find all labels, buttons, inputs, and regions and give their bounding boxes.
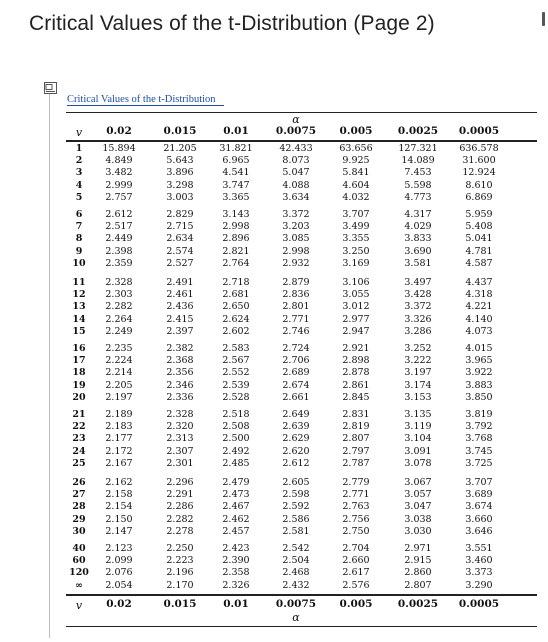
table-cell: 2.787	[342, 457, 370, 469]
df-header: v	[75, 126, 83, 139]
table-cell: 2.819	[342, 421, 370, 433]
table-cell: 9.925	[342, 155, 370, 167]
table-cell: 2.223	[166, 555, 194, 567]
column-footer: 0.005	[339, 598, 373, 610]
df-value: 9	[75, 245, 83, 257]
column-header: 0.0005	[458, 125, 500, 137]
table-cell: 42.433	[279, 143, 313, 154]
df-value: 24	[72, 445, 86, 457]
table-cell: 2.574	[166, 245, 194, 257]
table-cell: 2.527	[166, 257, 194, 269]
table-cell: 2.307	[166, 445, 194, 457]
df-value: 8	[75, 233, 83, 245]
table-cell: 3.078	[404, 457, 432, 469]
table-cell: 3.634	[282, 191, 310, 203]
df-value: 6	[75, 209, 83, 220]
table-cell: 2.461	[166, 289, 194, 301]
table-cell: 2.612	[282, 457, 310, 469]
table-cell: 3.085	[282, 233, 310, 245]
table-cell: 2.336	[166, 391, 194, 403]
table-cell: 4.029	[404, 221, 432, 233]
table-cell: 3.725	[465, 457, 493, 469]
table-cell: 2.368	[166, 355, 194, 367]
table-cell: 4.317	[404, 209, 432, 220]
table-cell: 2.674	[282, 379, 310, 391]
table-cell: 2.807	[404, 579, 432, 591]
column-header: 0.005	[339, 125, 373, 137]
df-value: 2	[75, 155, 83, 167]
table-cell: 2.921	[342, 343, 370, 354]
table-cell: 2.320	[166, 421, 194, 433]
table-cell: 2.718	[222, 277, 250, 288]
table-cell: 2.517	[105, 221, 133, 233]
table-cell: 5.041	[465, 233, 493, 245]
table-cell: 2.398	[105, 245, 133, 257]
df-value: 4	[75, 179, 83, 191]
table-cell: 6.965	[222, 155, 250, 167]
table-cell: 2.432	[282, 579, 310, 591]
table-cell: 2.167	[105, 457, 133, 469]
table-cell: 4.318	[465, 289, 493, 301]
df-value: 3	[75, 167, 83, 179]
table-caption[interactable]: Critical Values of the t-Distribution	[67, 94, 224, 106]
table-cell: 2.197	[105, 391, 133, 403]
table-cell: 3.143	[222, 209, 250, 220]
table-cell: 2.779	[342, 477, 370, 488]
table-cell: 636.578	[459, 143, 499, 154]
column-footer: 0.0005	[458, 598, 500, 610]
page-title: Critical Values of the t-Distribution (Page 2)	[29, 12, 435, 35]
table-cell: 21.205	[163, 143, 197, 154]
table-cell: 3.047	[404, 501, 432, 513]
column-header: 0.0025	[397, 125, 439, 137]
table-cell: 4.015	[465, 343, 493, 354]
column-header: 0.0075	[275, 125, 317, 137]
table-cell: 2.634	[166, 233, 194, 245]
table-cell: 2.797	[342, 445, 370, 457]
df-footer: v	[75, 599, 83, 612]
table-cell: 31.821	[219, 143, 253, 154]
table-cell: 2.099	[105, 555, 133, 567]
table-cell: 2.896	[222, 233, 250, 245]
table-cell: 3.298	[166, 179, 194, 191]
table-cell: 2.249	[105, 325, 133, 337]
table-cell: 2.878	[342, 367, 370, 379]
table-cell: 2.821	[222, 245, 250, 257]
table-cell: 2.552	[222, 367, 250, 379]
table-cell: 5.408	[465, 221, 493, 233]
table-cell: 3.482	[105, 167, 133, 179]
table-cell: 4.073	[465, 325, 493, 337]
table-cell: 3.365	[222, 191, 250, 203]
table-cell: 2.932	[282, 257, 310, 269]
table-cell: 2.612	[105, 209, 133, 220]
alpha-label: α	[292, 113, 300, 126]
df-value: 1	[75, 143, 83, 154]
df-value: 12	[72, 289, 86, 301]
column-footer: 0.015	[163, 598, 197, 610]
table-cell: 3.883	[465, 379, 493, 391]
table-rule	[66, 112, 537, 113]
table-cell: 2.500	[222, 433, 250, 445]
table-cell: 4.781	[465, 245, 493, 257]
df-value: 60	[72, 555, 86, 567]
table-cell: 2.205	[105, 379, 133, 391]
table-cell: 2.356	[166, 367, 194, 379]
table-cell: 3.833	[404, 233, 432, 245]
table-cell: 2.479	[222, 477, 250, 488]
df-value: 26	[72, 477, 86, 488]
table-cell: 2.757	[105, 191, 133, 203]
column-header: 0.01	[223, 125, 249, 137]
table-cell: 3.030	[404, 525, 432, 537]
table-cell: 2.998	[222, 221, 250, 233]
table-cell: 3.252	[404, 343, 432, 354]
df-value: 20	[72, 391, 86, 403]
df-value: 21	[72, 409, 86, 420]
table-cell: 2.724	[282, 343, 310, 354]
table-cell: 2.829	[166, 209, 194, 220]
table-cell: 2.076	[105, 567, 133, 579]
table-cell: 2.150	[105, 513, 133, 525]
table-cell: 3.038	[404, 513, 432, 525]
table-cell: 2.617	[342, 567, 370, 579]
scroll-indicator[interactable]	[542, 12, 545, 26]
df-value: 23	[72, 433, 86, 445]
table-cell: 3.174	[404, 379, 432, 391]
table-cell: 4.604	[342, 179, 370, 191]
table-cell: 2.539	[222, 379, 250, 391]
table-cell: 3.106	[342, 277, 370, 288]
table-cell: 63.656	[339, 143, 373, 154]
table-cell: 3.119	[404, 421, 432, 433]
table-cell: 2.382	[166, 343, 194, 354]
column-header: 0.02	[106, 125, 132, 137]
table-cell: 2.592	[282, 501, 310, 513]
table-cell: 3.499	[342, 221, 370, 233]
table-cell: 2.468	[282, 567, 310, 579]
table-cell: 3.250	[342, 245, 370, 257]
table-cell: 2.576	[342, 579, 370, 591]
table-cell: 3.707	[465, 477, 493, 488]
df-value: 10	[72, 257, 86, 269]
table-cell: 2.291	[166, 489, 194, 501]
table-rule	[66, 140, 537, 142]
table-cell: 2.346	[166, 379, 194, 391]
table-cell: 5.598	[404, 179, 432, 191]
table-cell: 2.629	[282, 433, 310, 445]
df-value: 22	[72, 421, 86, 433]
table-cell: 2.971	[404, 543, 432, 554]
table-cell: 14.089	[401, 155, 435, 167]
t-distribution-table	[66, 0, 537, 642]
table-cell: 3.326	[404, 313, 432, 325]
table-cell: 3.286	[404, 325, 432, 337]
table-cell: 2.681	[222, 289, 250, 301]
table-cell: 2.397	[166, 325, 194, 337]
table-cell: 2.807	[342, 433, 370, 445]
table-cell: 8.610	[465, 179, 493, 191]
table-cell: 3.055	[342, 289, 370, 301]
table-cell: 3.690	[404, 245, 432, 257]
table-cell: 2.235	[105, 343, 133, 354]
table-cell: 2.528	[222, 391, 250, 403]
table-cell: 3.355	[342, 233, 370, 245]
table-cell: 2.278	[166, 525, 194, 537]
table-cell: 2.282	[105, 301, 133, 313]
df-value: 120	[69, 567, 89, 579]
table-cell: 3.003	[166, 191, 194, 203]
table-cell: 3.674	[465, 501, 493, 513]
table-cell: 3.012	[342, 301, 370, 313]
table-rule	[66, 626, 537, 627]
table-cell: 3.768	[465, 433, 493, 445]
table-cell: 3.153	[404, 391, 432, 403]
table-cell: 2.689	[282, 367, 310, 379]
table-cell: 3.057	[404, 489, 432, 501]
table-cell: 2.771	[282, 313, 310, 325]
table-cell: 31.600	[462, 155, 496, 167]
document-icon	[44, 82, 57, 94]
table-cell: 2.282	[166, 513, 194, 525]
table-cell: 3.707	[342, 209, 370, 220]
table-cell: 2.264	[105, 313, 133, 325]
table-cell: 2.508	[222, 421, 250, 433]
df-value: 16	[72, 343, 86, 354]
table-cell: 3.104	[404, 433, 432, 445]
df-value: 27	[72, 489, 86, 501]
table-cell: 2.170	[166, 579, 194, 591]
table-cell: 2.660	[342, 555, 370, 567]
df-value: 40	[72, 543, 86, 554]
table-cell: 2.147	[105, 525, 133, 537]
df-value: 30	[72, 525, 86, 537]
table-cell: 4.088	[282, 179, 310, 191]
table-cell: 2.358	[222, 567, 250, 579]
table-cell: 4.849	[105, 155, 133, 167]
table-cell: 3.135	[404, 409, 432, 420]
table-cell: 3.660	[465, 513, 493, 525]
table-cell: 2.581	[282, 525, 310, 537]
table-cell: 3.551	[465, 543, 493, 554]
table-cell: 3.372	[282, 209, 310, 220]
table-cell: 5.841	[342, 167, 370, 179]
table-cell: 2.704	[342, 543, 370, 554]
table-cell: 2.879	[282, 277, 310, 288]
table-cell: 2.845	[342, 391, 370, 403]
df-value: 29	[72, 513, 86, 525]
table-cell: 4.140	[465, 313, 493, 325]
table-cell: 2.715	[166, 221, 194, 233]
table-cell: 2.189	[105, 409, 133, 420]
table-cell: 2.624	[222, 313, 250, 325]
table-cell: 2.196	[166, 567, 194, 579]
table-cell: 8.073	[282, 155, 310, 167]
table-cell: 2.359	[105, 257, 133, 269]
table-cell: 7.453	[404, 167, 432, 179]
table-cell: 2.485	[222, 457, 250, 469]
df-value: 7	[75, 221, 83, 233]
table-cell: 2.457	[222, 525, 250, 537]
table-cell: 3.372	[404, 301, 432, 313]
table-cell: 5.047	[282, 167, 310, 179]
table-cell: 4.221	[465, 301, 493, 313]
table-cell: 12.924	[462, 167, 496, 179]
table-cell: 3.169	[342, 257, 370, 269]
table-cell: 5.959	[465, 209, 493, 220]
table-cell: 4.541	[222, 167, 250, 179]
table-cell: 2.861	[342, 379, 370, 391]
table-cell: 3.747	[222, 179, 250, 191]
table-cell: 2.567	[222, 355, 250, 367]
table-cell: 2.303	[105, 289, 133, 301]
table-cell: 2.750	[342, 525, 370, 537]
table-cell: 3.203	[282, 221, 310, 233]
table-cell: 4.587	[465, 257, 493, 269]
table-cell: 2.214	[105, 367, 133, 379]
table-cell: 2.518	[222, 409, 250, 420]
table-cell: 2.831	[342, 409, 370, 420]
table-cell: 2.860	[404, 567, 432, 579]
table-cell: 2.583	[222, 343, 250, 354]
table-cell: 15.894	[102, 143, 136, 154]
table-cell: 2.620	[282, 445, 310, 457]
table-cell: 4.032	[342, 191, 370, 203]
table-cell: 3.819	[465, 409, 493, 420]
table-cell: 2.286	[166, 501, 194, 513]
table-cell: 3.896	[166, 167, 194, 179]
table-cell: 3.646	[465, 525, 493, 537]
table-cell: 4.773	[404, 191, 432, 203]
table-cell: 2.639	[282, 421, 310, 433]
df-value: 11	[72, 277, 86, 288]
table-cell: 2.462	[222, 513, 250, 525]
table-cell: 2.162	[105, 477, 133, 488]
table-cell: 3.850	[465, 391, 493, 403]
table-cell: 2.947	[342, 325, 370, 337]
table-cell: 2.998	[282, 245, 310, 257]
table-cell: 2.763	[342, 501, 370, 513]
table-cell: 2.177	[105, 433, 133, 445]
table-cell: 2.756	[342, 513, 370, 525]
table-cell: 127.321	[398, 143, 438, 154]
table-cell: 2.492	[222, 445, 250, 457]
table-cell: 2.473	[222, 489, 250, 501]
column-header: 0.015	[163, 125, 197, 137]
table-cell: 2.183	[105, 421, 133, 433]
table-cell: 3.922	[465, 367, 493, 379]
table-cell: 3.965	[465, 355, 493, 367]
table-cell: 2.301	[166, 457, 194, 469]
df-value: 17	[72, 355, 86, 367]
table-cell: 2.172	[105, 445, 133, 457]
df-value: 18	[72, 367, 86, 379]
table-cell: 3.067	[404, 477, 432, 488]
df-value: 15	[72, 325, 86, 337]
table-cell: 3.792	[465, 421, 493, 433]
alpha-label-bottom: α	[292, 611, 300, 624]
table-cell: 2.504	[282, 555, 310, 567]
df-value: 14	[72, 313, 86, 325]
table-cell: 3.373	[465, 567, 493, 579]
table-cell: 3.222	[404, 355, 432, 367]
df-value: 25	[72, 457, 86, 469]
table-cell: 2.313	[166, 433, 194, 445]
table-cell: 2.296	[166, 477, 194, 488]
column-footer: 0.0075	[275, 598, 317, 610]
column-footer: 0.02	[106, 598, 132, 610]
df-value: 5	[75, 191, 83, 203]
table-cell: 2.836	[282, 289, 310, 301]
table-cell: 2.154	[105, 501, 133, 513]
df-value: 19	[72, 379, 86, 391]
table-cell: 2.467	[222, 501, 250, 513]
table-cell: 2.158	[105, 489, 133, 501]
table-cell: 2.598	[282, 489, 310, 501]
table-cell: 6.869	[465, 191, 493, 203]
table-cell: 3.497	[404, 277, 432, 288]
table-cell: 2.542	[282, 543, 310, 554]
table-cell: 2.898	[342, 355, 370, 367]
table-cell: 2.328	[166, 409, 194, 420]
table-cell: 2.746	[282, 325, 310, 337]
table-cell: 2.054	[105, 579, 133, 591]
column-footer: 0.01	[223, 598, 249, 610]
table-cell: 2.602	[222, 325, 250, 337]
table-cell: 3.581	[404, 257, 432, 269]
df-value: 28	[72, 501, 86, 513]
table-cell: 2.449	[105, 233, 133, 245]
table-cell: 3.091	[404, 445, 432, 457]
table-cell: 2.650	[222, 301, 250, 313]
table-cell: 2.661	[282, 391, 310, 403]
table-cell: 2.491	[166, 277, 194, 288]
table-cell: 2.649	[282, 409, 310, 420]
table-cell: 3.290	[465, 579, 493, 591]
table-cell: 2.415	[166, 313, 194, 325]
table-cell: 3.197	[404, 367, 432, 379]
table-cell: 3.460	[465, 555, 493, 567]
table-cell: 2.999	[105, 179, 133, 191]
table-cell: 2.915	[404, 555, 432, 567]
table-cell: 2.328	[105, 277, 133, 288]
table-cell: 4.437	[465, 277, 493, 288]
table-cell: 2.586	[282, 513, 310, 525]
column-footer: 0.0025	[397, 598, 439, 610]
table-cell: 3.689	[465, 489, 493, 501]
table-cell: 2.706	[282, 355, 310, 367]
df-value: 13	[72, 301, 86, 313]
df-value: ∞	[75, 579, 83, 591]
table-cell: 3.428	[404, 289, 432, 301]
table-cell: 2.977	[342, 313, 370, 325]
table-cell: 2.764	[222, 257, 250, 269]
table-cell: 2.390	[222, 555, 250, 567]
table-cell: 2.326	[222, 579, 250, 591]
table-rule	[66, 594, 537, 596]
table-cell: 2.423	[222, 543, 250, 554]
table-cell: 3.745	[465, 445, 493, 457]
table-cell: 5.643	[166, 155, 194, 167]
table-cell: 2.250	[166, 543, 194, 554]
table-cell: 2.771	[342, 489, 370, 501]
table-cell: 2.801	[282, 301, 310, 313]
table-cell: 2.436	[166, 301, 194, 313]
table-cell: 2.123	[105, 543, 133, 554]
table-cell: 2.224	[105, 355, 133, 367]
table-cell: 2.605	[282, 477, 310, 488]
